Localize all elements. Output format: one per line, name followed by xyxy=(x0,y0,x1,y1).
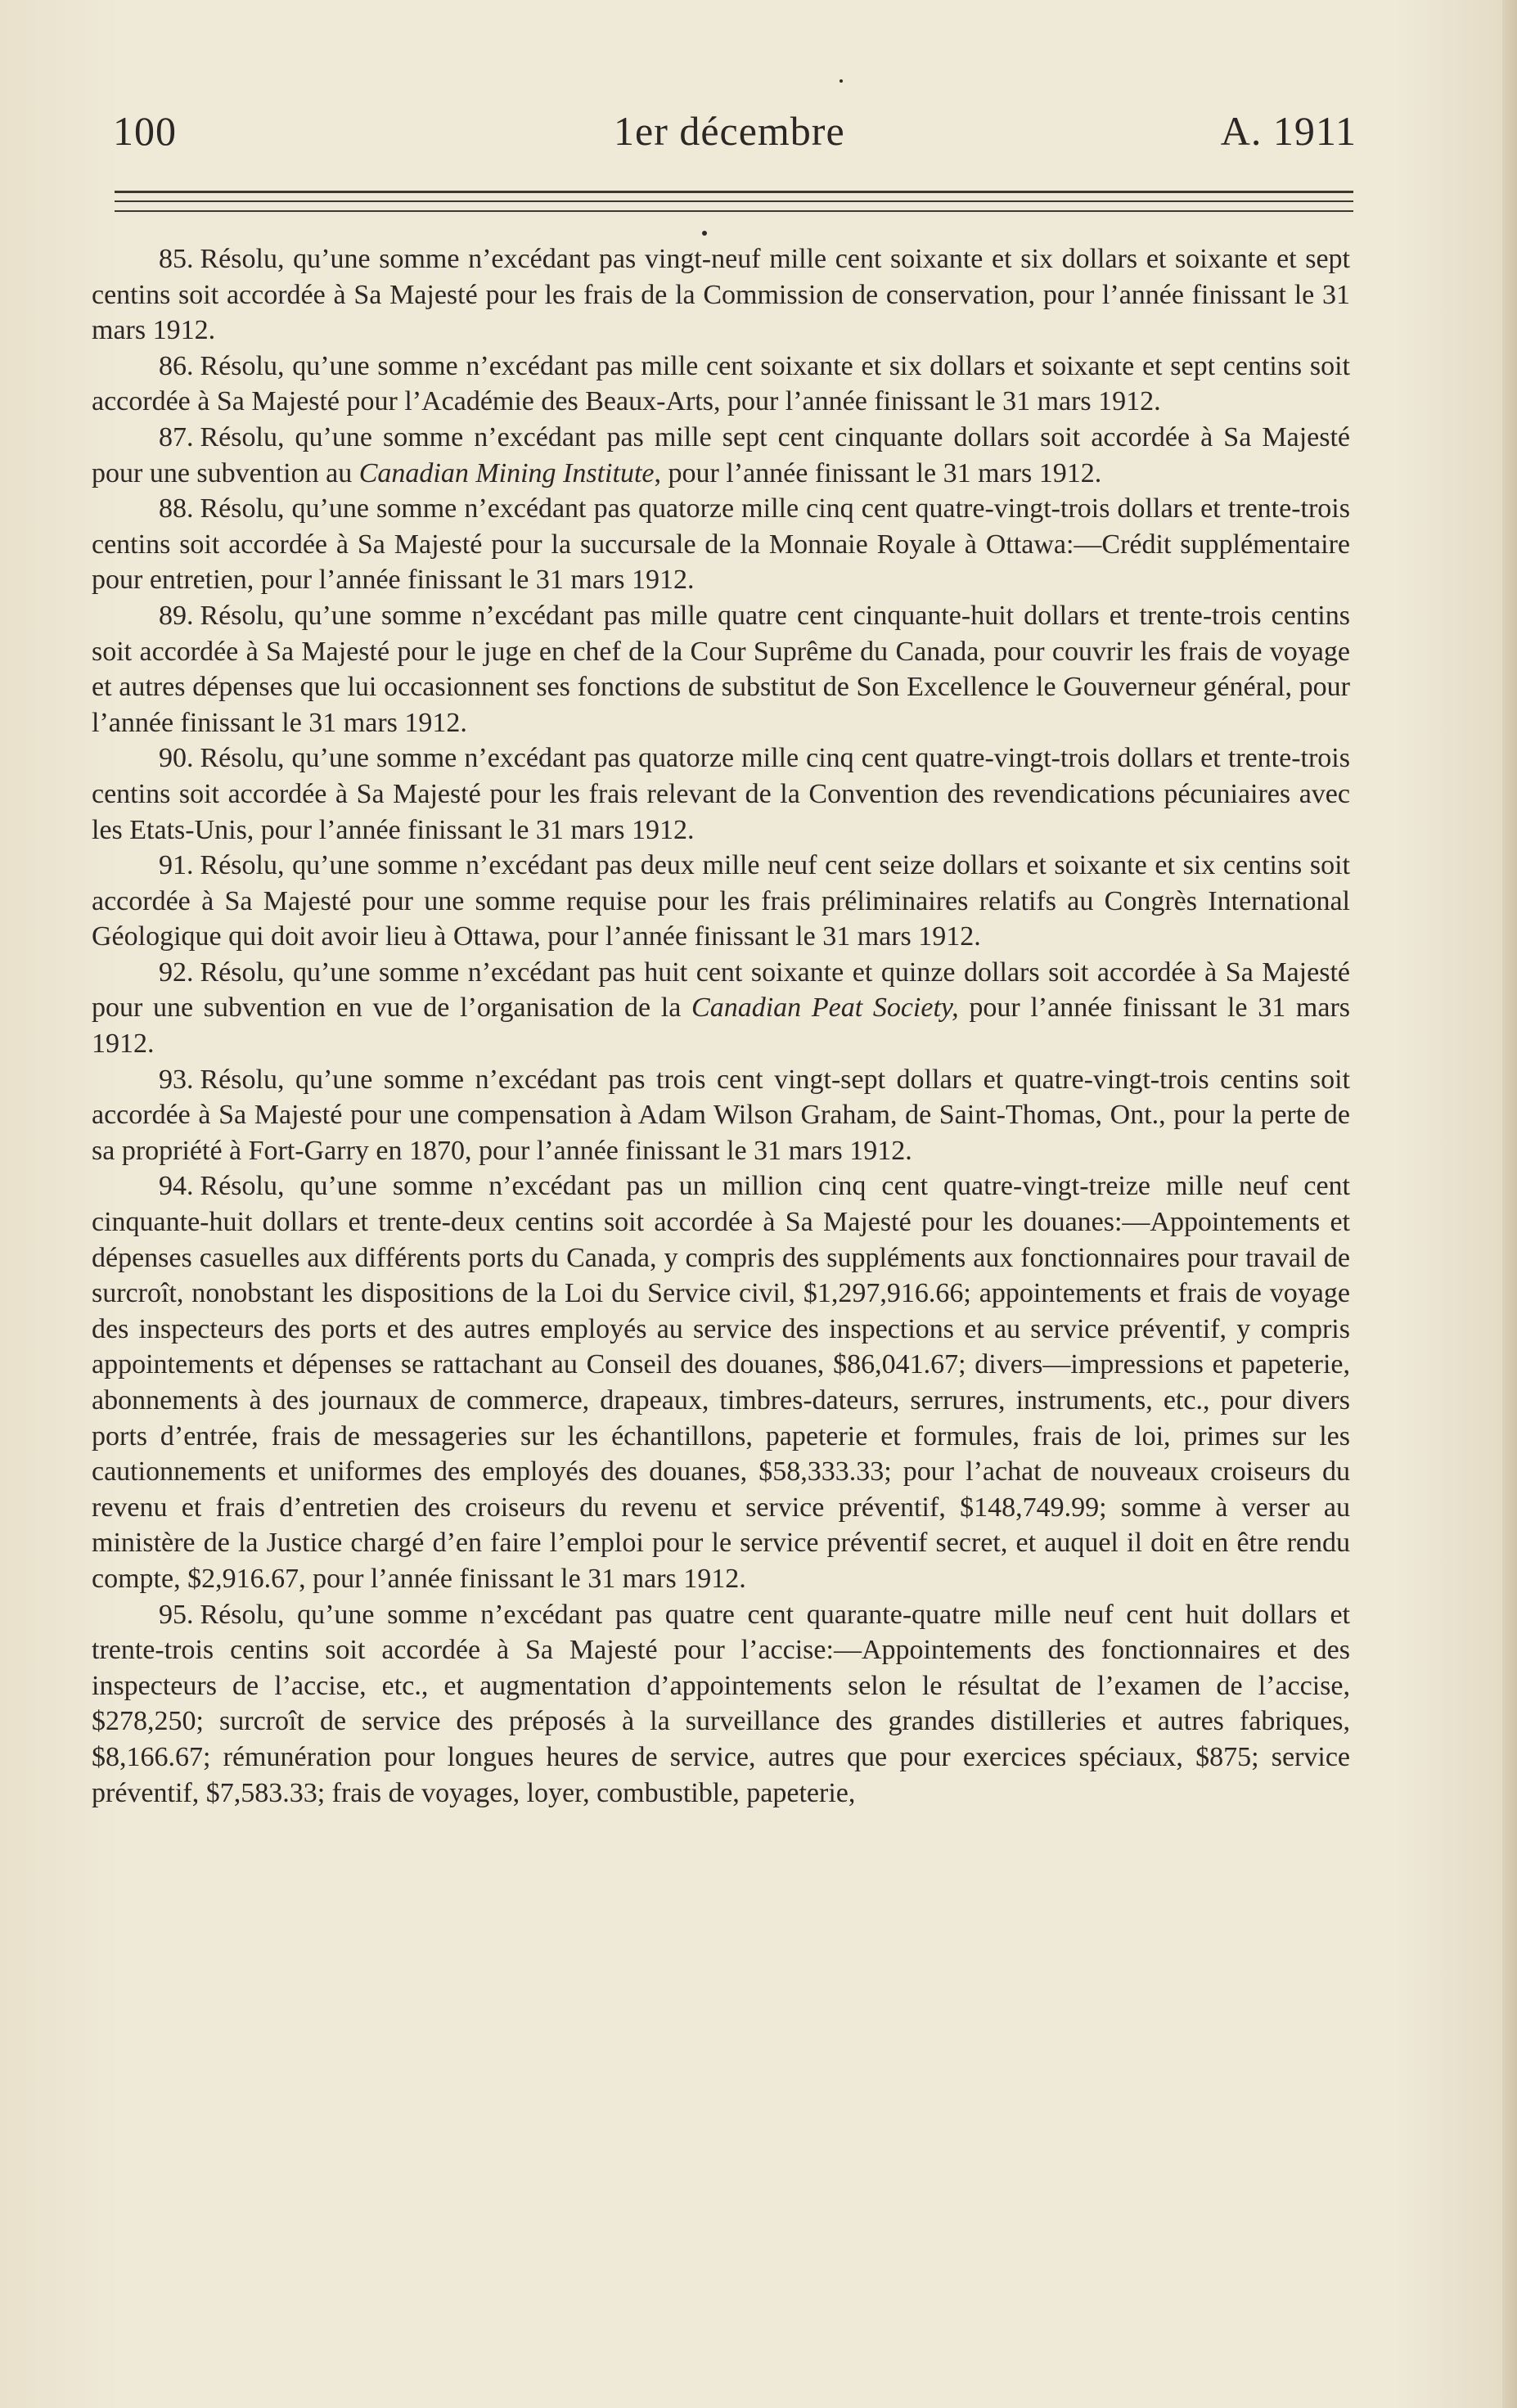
resolution-text: Résolu, qu’une somme n’excédant pas quatorze mille cinq cent quatre-vingt-trois dollars et trente-trois centins soit accordée à Sa Majesté pour les frais relevant de la Convention des revendications pécuniaires avec les Etats-Unis, pour l’année finissant le 31 mars 1912. xyxy=(92,743,1350,845)
resolution-90 xyxy=(92,740,1350,848)
page-year: A. 1911 xyxy=(1220,108,1357,154)
resolution-text-end: , pour l’année finissant le 31 mars 1912. xyxy=(654,457,1102,488)
institution-name: Canadian Mining Institute xyxy=(358,457,655,488)
resolution-number: 92. xyxy=(159,956,194,988)
resolutions-body xyxy=(92,241,1350,1811)
resolution-number: 88. xyxy=(159,493,194,524)
resolution-text: Résolu, qu’une somme n’excédant pas quatre cent quarante-quatre mille neuf cent huit dollars et trente-trois centins soit accordée à Sa Majesté pour l’accise:—Appointements des fonctionnaires et des inspecteurs de l’accise, etc., et augmentation d’appointements selon le résultat de l’examen de l’accise, $278,250; surcroît de service des préposés à la surveillance des grandes distilleries et autres fabriques, $8,166.67; rémunération pour longues heures de service, autres que pour exercices spéciaux, $875; service préventif, $7,583.33; frais de voyages, loyer, combustible, papeterie, xyxy=(92,1599,1350,1808)
resolution-94 xyxy=(92,1168,1350,1596)
resolution-number: 86. xyxy=(159,350,194,381)
resolution-text: Résolu, qu’une somme n’excédant pas vingt-neuf mille cent soixante et six dollars et soixante et sept centins soit accordée à Sa Majesté pour les frais de la Commission de conservation, pour l’année finissant le 31 mars 1912. xyxy=(92,244,1350,346)
resolution-text: Résolu, qu’une somme n’excédant pas trois cent vingt-sept dollars et quatre-vingt-trois centins soit accordée à Sa Majesté pour une compensation à Adam Wilson Graham, de Saint-Thomas, Ont., pour la perte de sa propriété à Fort-Garry en 1870, pour l’année finissant le 31 mars 1912. xyxy=(92,1064,1350,1166)
page-edge-shadow xyxy=(1502,0,1517,2408)
resolution-text: Résolu, qu’une somme n’excédant pas quatorze mille cinq cent quatre-vingt-trois dollars et trente-trois centins soit accordée à Sa Majesté pour la succursale de la Monnaie Royale à Ottawa:—Crédit supplémentaire pour entretien, pour l’année finissant le 31 mars 1912. xyxy=(92,493,1350,596)
resolution-87 xyxy=(92,420,1350,491)
page-header xyxy=(113,106,1357,172)
resolution-89 xyxy=(92,598,1350,740)
header-rule xyxy=(115,191,1353,193)
ink-speck xyxy=(840,79,843,83)
resolution-text: Résolu, qu’une somme n’excédant pas deux mille neuf cent seize dollars et soixante et six centins soit accordée à Sa Majesté pour une somme requise pour les frais préliminaires relatifs au Congrès International Géologique qui doit avoir lieu à Ottawa, pour l’année finissant le 31 mars 1912. xyxy=(92,850,1350,952)
ink-speck xyxy=(702,231,707,236)
resolution-number: 93. xyxy=(159,1064,194,1095)
resolution-93 xyxy=(92,1062,1350,1169)
society-name: Canadian Peat Society, xyxy=(691,992,959,1024)
resolution-text: Résolu, qu’une somme n’excédant pas mille cent soixante et six dollars et soixante et sept centins soit accordée à Sa Majesté pour l’Académie des Beaux-Arts, pour l’année finissant le 31 mars 1912. xyxy=(92,350,1350,417)
resolution-number: 95. xyxy=(159,1599,194,1630)
resolution-text: Résolu, qu’une somme n’excédant pas un million cinq cent quatre-vingt-treize mille neuf cent cinquante-huit dollars et trente-deux centins soit accordée à Sa Majesté pour les douanes:—Appointements et dépenses casuelles aux différents ports du Canada, y compris des suppléments aux fonctionnaires pour travail de surcroît, nonobstant les dispositions de la Loi du Service civil, $1,297,916.66; appointements et frais de voyage des inspecteurs des ports et des autres employés au service des inspections et au service préventif, y compris appointements et dépenses se rattachant au Conseil des douanes, $86,041.67; divers—impressions et papeterie, abonnements à des journaux de commerce, drapeaux, timbres-dateurs, serrures, instruments, etc., pour divers ports d’entrée, frais de messageries sur les échantillons, papeterie et formules, frais de loi, primes sur les cautionnements et uniformes des employés des douanes, $58,333.33; pour l’achat de nouveaux croiseurs du revenu et frais d’entretien des croiseurs du revenu et service préventif, $148,749.99; somme à verser au ministère de la Justice chargé d’en faire l’emploi pour le service préventif secret, et auquel il doit en être rendu compte, $2,916.67, pour l’année finissant le 31 mars 1912. xyxy=(92,1171,1350,1594)
resolution-number: 87. xyxy=(159,421,194,452)
resolution-86 xyxy=(92,349,1350,420)
resolution-text-end: pour l’année finissant le 31 mars 1912. xyxy=(92,992,1350,1060)
page-date: 1er décembre xyxy=(614,108,845,154)
resolution-text: Résolu, qu’une somme n’excédant pas mille sept cent cinquante dollars soit accordée à Sa Majesté pour une subvention au xyxy=(92,421,1350,488)
page-number: 100 xyxy=(113,108,177,154)
resolution-92 xyxy=(92,955,1350,1062)
resolution-number: 89. xyxy=(159,600,194,631)
header-rule xyxy=(115,200,1353,202)
resolution-85 xyxy=(92,241,1350,349)
resolution-number: 91. xyxy=(159,850,194,881)
resolution-text: Résolu, qu’une somme n’excédant pas mille quatre cent cinquante-huit dollars et trente-trois centins soit accordée à Sa Majesté pour le juge en chef de la Cour Suprême du Canada, pour couvrir les frais de voyage et autres dépenses que lui occasionnent ses fonctions de substitut de Son Excellence le Gouverneur général, pour l’année finissant le 31 mars 1912. xyxy=(92,600,1350,738)
resolution-95 xyxy=(92,1597,1350,1812)
resolution-text: Résolu, qu’une somme n’excédant pas huit cent soixante et quinze dollars soit accordée à Sa Majesté pour une subvention en vue de l’organisation de la xyxy=(92,956,1350,1024)
resolution-number: 85. xyxy=(159,244,194,274)
resolution-91 xyxy=(92,848,1350,955)
resolution-88 xyxy=(92,491,1350,598)
resolution-number: 90. xyxy=(159,743,194,774)
resolution-number: 94. xyxy=(159,1171,194,1202)
header-rule xyxy=(115,210,1353,212)
